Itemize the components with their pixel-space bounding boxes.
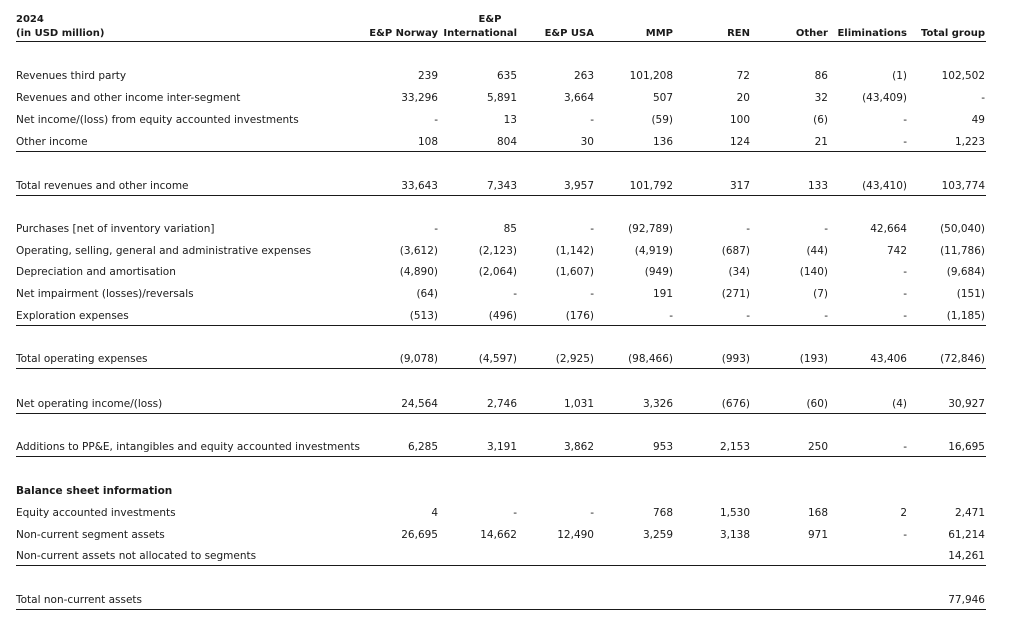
cell-eandp-international: 2,746 [486,398,517,410]
row-label: Total non-current assets [16,594,143,606]
row-label: Total operating expenses [16,353,148,365]
cell-mmp: 101,208 [629,70,673,82]
cell-eandp-usa: 3,664 [563,92,594,104]
cell-eandp-norway: 33,643 [401,180,438,192]
cell-eandp-international: 635 [496,70,517,82]
cell-eandp-usa: (2,925) [555,353,594,365]
cell-eandp-usa: 263 [573,70,594,82]
column-header-eandp-international: International [443,28,517,39]
row-rule [16,195,986,196]
cell-eandp-international: 5,891 [486,92,517,104]
cell-total-group: 1,223 [954,136,985,148]
cell-total-group: 30,927 [948,398,985,410]
cell-mmp: (59) [651,114,673,126]
cell-eandp-usa: (1,142) [555,245,594,257]
cell-other: - [824,223,828,235]
cell-ren: (271) [721,288,750,300]
cell-ren: 100 [729,114,750,126]
cell-total-group: 61,214 [948,529,985,541]
cell-eandp-norway: 24,564 [401,398,438,410]
row-rule [16,413,986,414]
row-label: Exploration expenses [16,310,129,322]
cell-eliminations: - [903,310,907,322]
column-header-eandp-norway: E&P Norway [369,28,438,39]
row-rule [16,609,986,610]
cell-mmp: 191 [652,288,673,300]
cell-eandp-norway: 239 [417,70,438,82]
cell-eliminations: - [903,529,907,541]
cell-eandp-international: (2,123) [478,245,517,257]
cell-eandp-international: 7,343 [486,180,517,192]
row-label: Revenues and other income inter-segment [16,92,241,104]
row-label: Non-current assets not allocated to segments [16,550,257,562]
cell-eandp-usa: - [590,507,594,519]
cell-mmp: 136 [652,136,673,148]
cell-eliminations: (1) [892,70,907,82]
cell-mmp: - [669,310,673,322]
cell-total-group: (50,040) [940,223,985,235]
cell-other: 168 [807,507,828,519]
cell-eliminations: (43,410) [862,180,907,192]
row-label: Equity accounted investments [16,507,176,519]
cell-eandp-norway: (4,890) [399,266,438,278]
cell-eliminations: 43,406 [870,353,907,365]
cell-eliminations: 42,664 [870,223,907,235]
column-header-eandp-usa: E&P USA [544,28,594,39]
cell-ren: (993) [721,353,750,365]
row-rule [16,151,986,152]
cell-ren: - [746,310,750,322]
cell-eandp-usa: - [590,114,594,126]
row-label: Non-current segment assets [16,529,165,541]
cell-total-group: (9,684) [946,266,985,278]
cell-total-group: - [981,92,985,104]
column-header-total-group: Total group [920,28,985,39]
cell-eandp-norway: - [434,223,438,235]
cell-eliminations: - [903,266,907,278]
cell-eandp-international: 804 [496,136,517,148]
cell-mmp: 3,326 [642,398,673,410]
cell-total-group: (11,786) [940,245,985,257]
cell-other: - [824,310,828,322]
cell-eandp-international: 14,662 [480,529,517,541]
cell-total-group: 103,774 [941,180,985,192]
cell-other: (7) [813,288,828,300]
row-rule [16,325,986,326]
cell-other: 32 [814,92,828,104]
cell-ren: 124 [729,136,750,148]
cell-eandp-norway: 33,296 [401,92,438,104]
cell-eandp-norway: (513) [409,310,438,322]
cell-eliminations: - [903,441,907,453]
header-rule [16,41,986,42]
cell-other: 21 [814,136,828,148]
row-label: Total revenues and other income [16,180,189,192]
cell-ren: 72 [736,70,750,82]
cell-eandp-international: - [513,507,517,519]
cell-eandp-international: 3,191 [486,441,517,453]
cell-total-group: (72,846) [940,353,985,365]
row-label: Net income/(loss) from equity accounted investments [16,114,299,126]
cell-other: (140) [799,266,828,278]
cell-eandp-norway: (64) [416,288,438,300]
cell-mmp: (98,466) [628,353,673,365]
cell-ren: (34) [728,266,750,278]
cell-other: 133 [807,180,828,192]
cell-eandp-norway: 4 [431,507,438,519]
cell-mmp: 953 [652,441,673,453]
cell-total-group: 49 [971,114,985,126]
row-label: Revenues third party [16,70,127,82]
row-label: Balance sheet information [16,485,173,497]
cell-eandp-usa: (176) [565,310,594,322]
cell-mmp: (92,789) [628,223,673,235]
column-header-eandp-international-line1: E&P [478,14,502,25]
cell-eandp-norway: 108 [417,136,438,148]
row-label: Net impairment (losses)/reversals [16,288,194,300]
row-label: Other income [16,136,88,148]
cell-total-group: 16,695 [948,441,985,453]
cell-total-group: 2,471 [954,507,985,519]
cell-ren: (676) [721,398,750,410]
column-header-eliminations: Eliminations [837,28,907,39]
cell-other: (6) [813,114,828,126]
cell-eandp-international: - [513,288,517,300]
cell-eandp-usa: - [590,223,594,235]
cell-ren: 317 [729,180,750,192]
table-unit: (in USD million) [16,28,105,39]
cell-total-group: 77,946 [948,594,985,606]
row-rule [16,456,986,457]
cell-eliminations: (43,409) [862,92,907,104]
cell-eandp-norway: (3,612) [399,245,438,257]
cell-ren: 20 [736,92,750,104]
cell-eandp-norway: 26,695 [401,529,438,541]
cell-total-group: 14,261 [948,550,985,562]
cell-eandp-international: 13 [503,114,517,126]
cell-eandp-usa: 3,957 [563,180,594,192]
column-header-other: Other [795,28,828,39]
cell-mmp: 768 [652,507,673,519]
cell-ren: 2,153 [719,441,750,453]
table-year: 2024 [16,14,44,25]
cell-eandp-international: 85 [503,223,517,235]
cell-eandp-international: (4,597) [478,353,517,365]
cell-mmp: 101,792 [629,180,673,192]
cell-mmp: (949) [644,266,673,278]
cell-ren: 1,530 [719,507,750,519]
row-label: Purchases [net of inventory variation] [16,223,215,235]
cell-eandp-usa: 12,490 [557,529,594,541]
cell-eliminations: 2 [900,507,907,519]
cell-eandp-norway: 6,285 [407,441,438,453]
cell-total-group: (1,185) [946,310,985,322]
cell-eliminations: - [903,114,907,126]
cell-total-group: 102,502 [941,70,985,82]
cell-other: 86 [814,70,828,82]
cell-eandp-usa: 30 [580,136,594,148]
cell-other: 250 [807,441,828,453]
row-rule [16,368,986,369]
cell-other: 971 [807,529,828,541]
cell-eandp-usa: (1,607) [555,266,594,278]
cell-eandp-international: (496) [488,310,517,322]
cell-mmp: 507 [652,92,673,104]
row-rule [16,565,986,566]
cell-ren: - [746,223,750,235]
cell-ren: 3,138 [719,529,750,541]
cell-eandp-norway: (9,078) [399,353,438,365]
row-label: Operating, selling, general and administrative expenses [16,245,312,257]
cell-eandp-usa: 3,862 [563,441,594,453]
cell-eandp-norway: - [434,114,438,126]
cell-eandp-usa: 1,031 [563,398,594,410]
cell-mmp: (4,919) [634,245,673,257]
row-label: Depreciation and amortisation [16,266,176,278]
cell-eliminations: 742 [886,245,907,257]
row-label: Additions to PP&E, intangibles and equity accounted investments [16,441,360,453]
cell-eandp-usa: - [590,288,594,300]
row-label: Net operating income/(loss) [16,398,163,410]
column-header-ren: REN [727,28,750,39]
cell-other: (193) [799,353,828,365]
cell-total-group: (151) [956,288,985,300]
cell-other: (44) [806,245,828,257]
cell-eliminations: - [903,136,907,148]
column-header-mmp: MMP [645,28,673,39]
cell-eandp-international: (2,064) [478,266,517,278]
cell-other: (60) [806,398,828,410]
cell-mmp: 3,259 [642,529,673,541]
cell-ren: (687) [721,245,750,257]
cell-eliminations: (4) [892,398,907,410]
cell-eliminations: - [903,288,907,300]
